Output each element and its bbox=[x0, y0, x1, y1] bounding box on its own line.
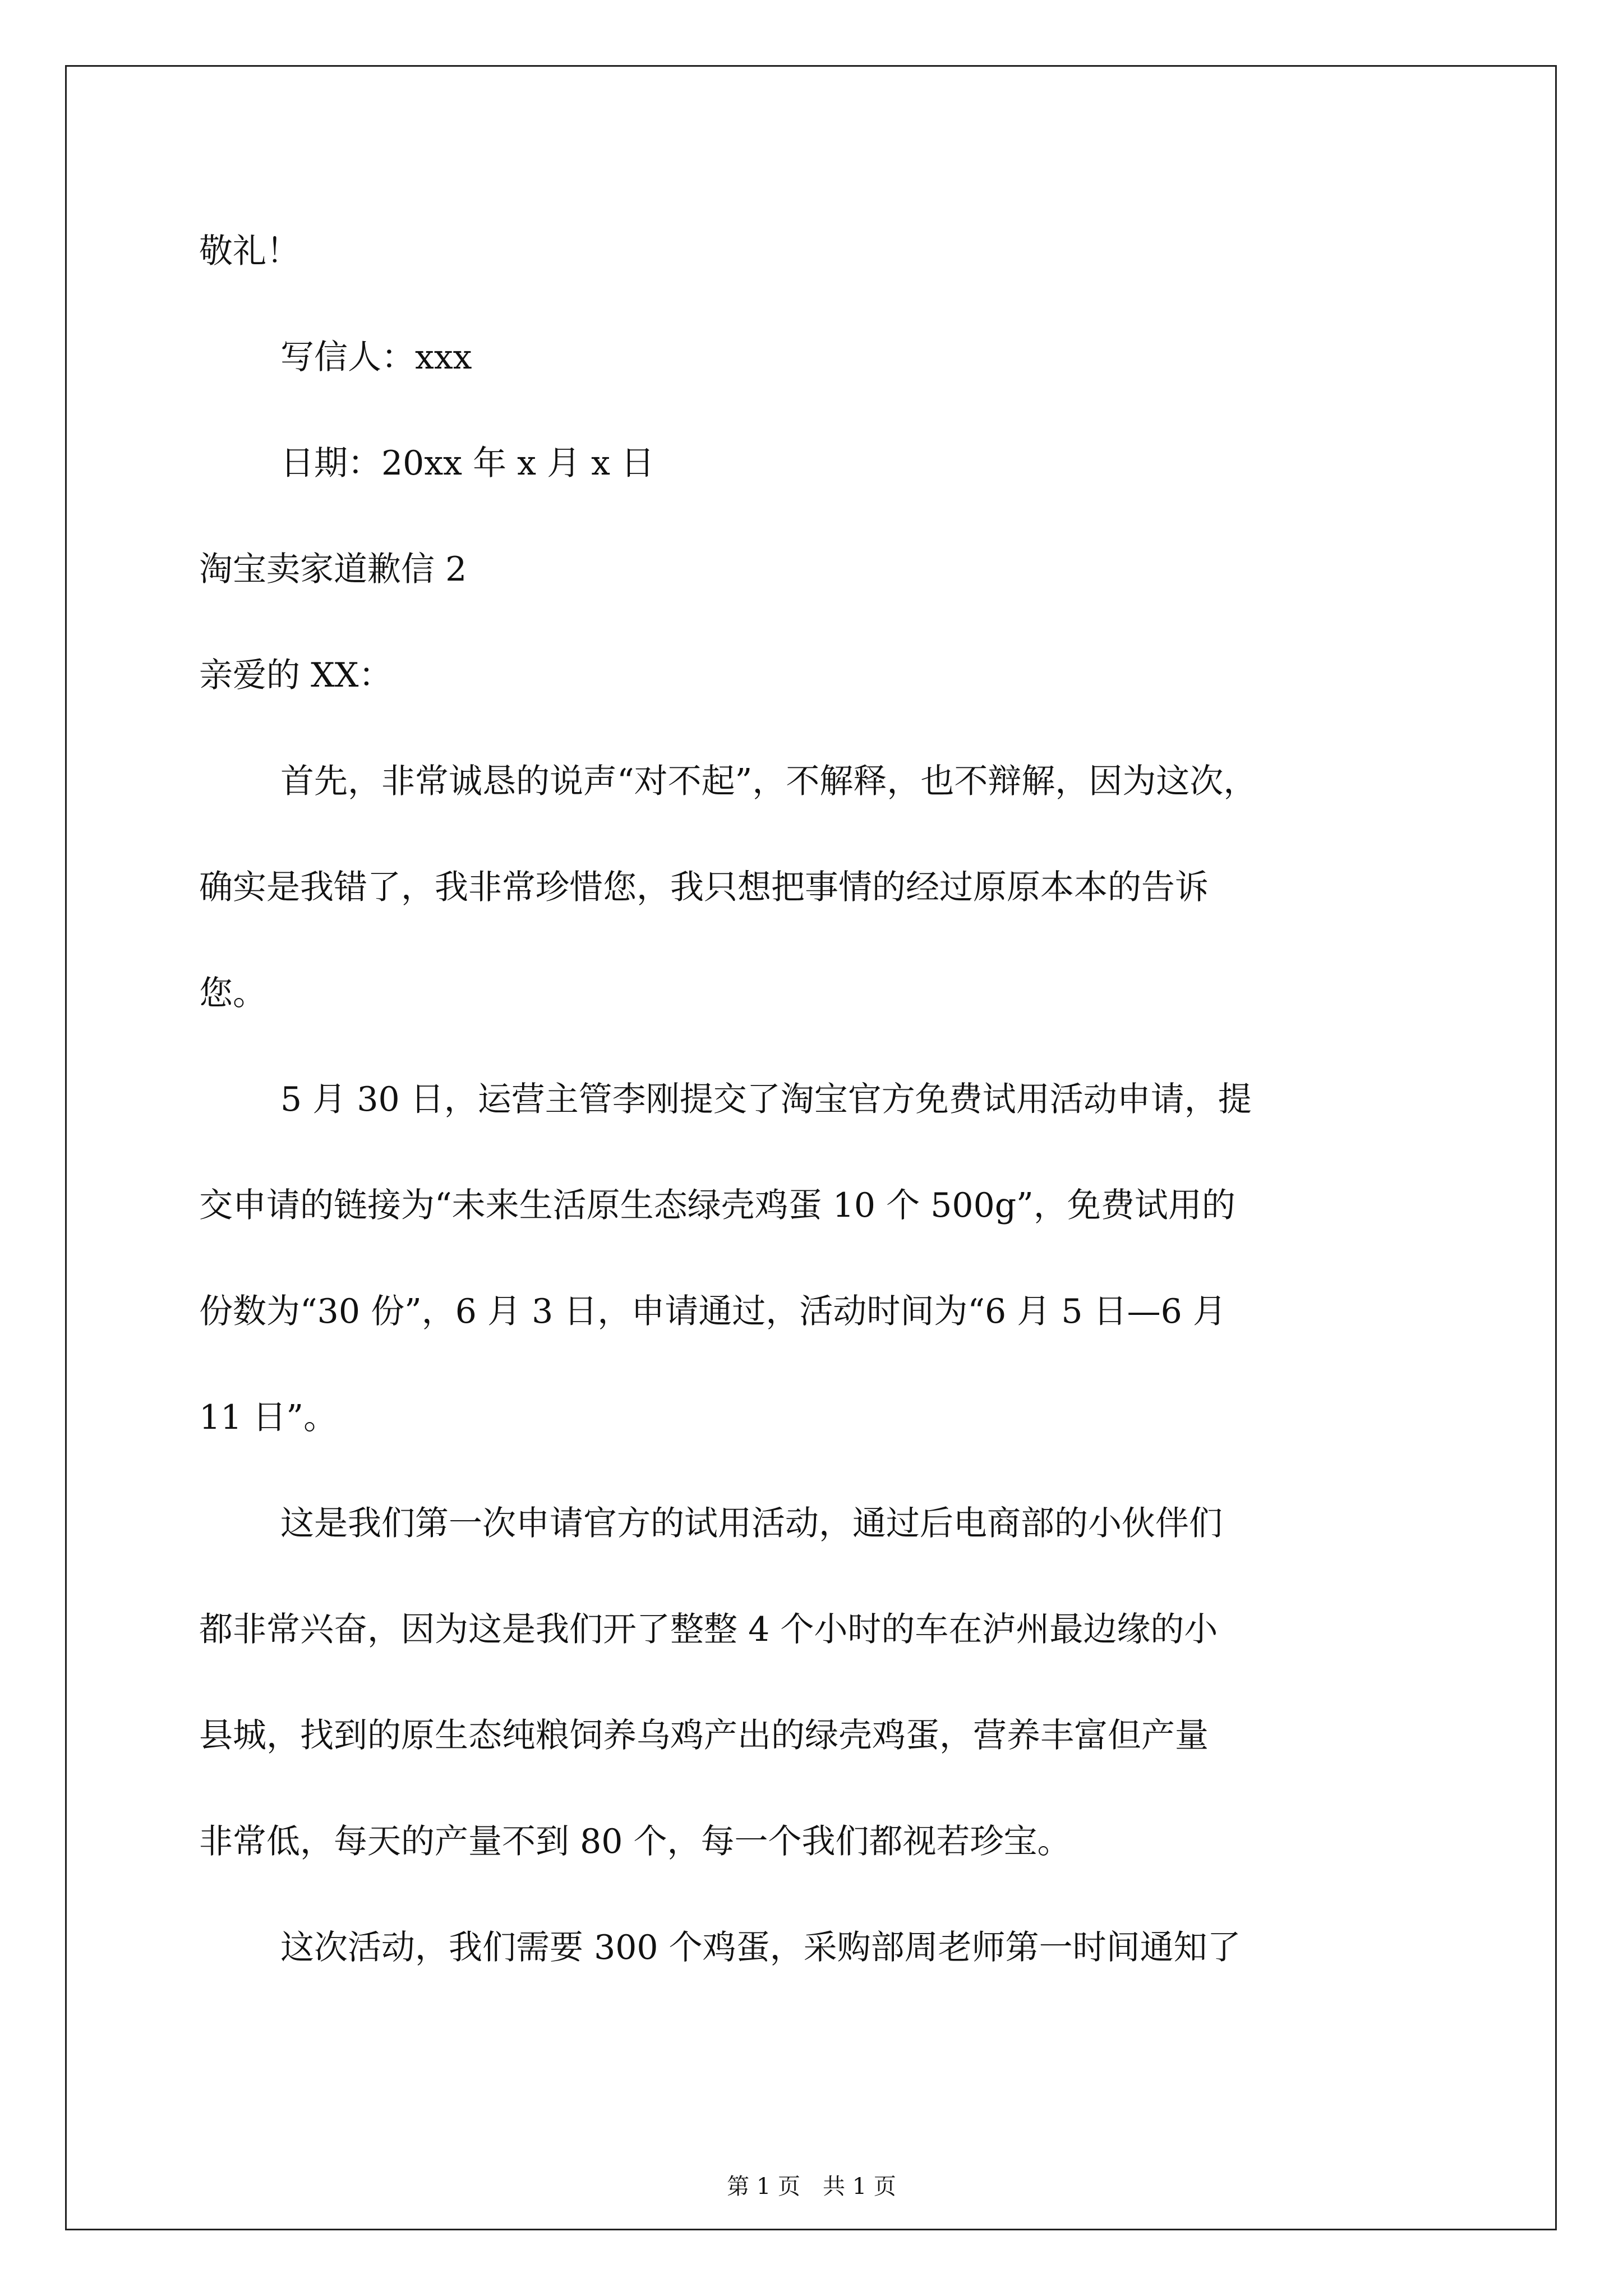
paragraph-line: 非常低，每天的产量不到 80 个，每一个我们都视若珍宝。 bbox=[199, 1822, 1071, 1861]
page-footer: 第 1 页 共 1 页 bbox=[727, 2174, 896, 2200]
paragraph-line: 5 月 30 日，运营主管李刚提交了淘宝官方免费试用活动申请，提 bbox=[280, 1080, 1252, 1119]
paragraph-line: 份数为“30 份”，6 月 3 日，申请通过，活动时间为“6 月 5 日—6 月 bbox=[199, 1292, 1227, 1331]
paragraph-line: 县城，找到的原生态纯粮饲养乌鸡产出的绿壳鸡蛋，营养丰富但产量 bbox=[199, 1716, 1209, 1755]
paragraph-line: 交申请的链接为“未来生活原生态绿壳鸡蛋 10 个 500g”，免费试用的 bbox=[199, 1186, 1235, 1225]
letter-date: 日期：20xx 年 x 月 x 日 bbox=[280, 444, 655, 483]
greeting: 亲爱的 XX： bbox=[199, 656, 393, 695]
paragraph-line: 首先，非常诚恳的说声“对不起”，不解释，也不辩解，因为这次， bbox=[280, 762, 1257, 801]
paragraph-line: 您。 bbox=[199, 974, 266, 1013]
page-border bbox=[65, 65, 1557, 2230]
paragraph-line: 这次活动，我们需要 300 个鸡蛋，采购部周老师第一时间通知了 bbox=[280, 1928, 1241, 1967]
letter-writer: 写信人：xxx bbox=[280, 338, 472, 377]
paragraph-line: 确实是我错了，我非常珍惜您，我只想把事情的经过原原本本的告诉 bbox=[199, 868, 1209, 907]
section-title: 淘宝卖家道歉信 2 bbox=[199, 550, 467, 589]
closing-salutation: 敬礼！ bbox=[199, 232, 300, 271]
paragraph-line: 这是我们第一次申请官方的试用活动，通过后电商部的小伙伴们 bbox=[280, 1504, 1223, 1543]
paragraph-line: 都非常兴奋，因为这是我们开了整整 4 个小时的车在泸州最边缘的小 bbox=[199, 1610, 1218, 1649]
paragraph-line: 11 日”。 bbox=[199, 1398, 338, 1437]
